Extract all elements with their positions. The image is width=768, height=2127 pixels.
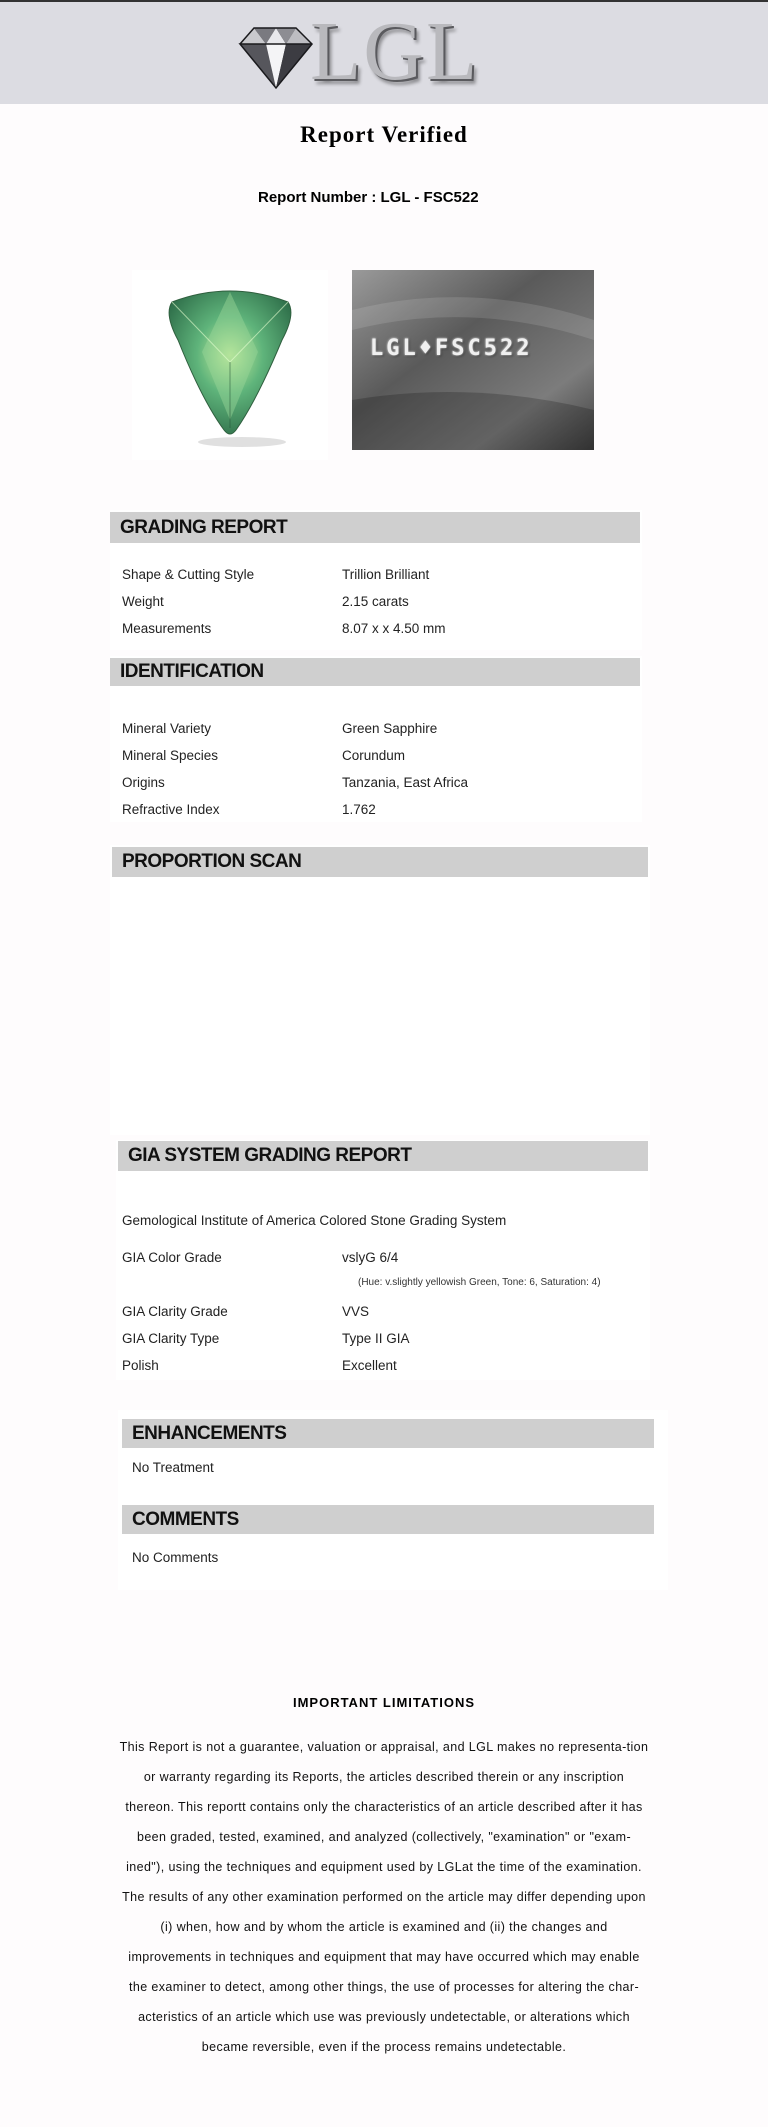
identification-label: Refractive Index	[122, 802, 220, 817]
site-header	[0, 2, 768, 104]
limitations-heading: IMPORTANT LIMITATIONS	[292, 1695, 476, 1710]
grading-value: Trillion Brilliant	[342, 567, 430, 582]
grading-label: Weight	[122, 594, 164, 609]
gia-value: Excellent	[342, 1358, 397, 1373]
gia-value: VVS	[342, 1304, 370, 1319]
enhancements-header: ENHANCEMENTS	[122, 1419, 654, 1448]
comments-header: COMMENTS	[122, 1505, 654, 1534]
gia-color-note: (Hue: v.slightly yellowish Green, Tone: 6, Saturation: 4)	[358, 1277, 601, 1288]
identification-value: Tanzania, East Africa	[342, 775, 469, 790]
gia-label: GIA Clarity Type	[122, 1331, 220, 1346]
proportion-panel	[110, 845, 650, 1135]
gia-color-label: GIA Color Grade	[122, 1250, 222, 1265]
grading-report-header: GRADING REPORT	[110, 512, 640, 543]
logo-text: LGL	[310, 5, 480, 98]
gia-subtitle: Gemological Institute of America Colored Stone Grading System	[122, 1213, 507, 1228]
diamond-icon	[232, 22, 318, 92]
identification-label: Origins	[122, 775, 165, 790]
identification-value: 1.762	[342, 802, 376, 817]
inscription-photo	[352, 270, 594, 450]
comments-text: No Comments	[132, 1550, 219, 1565]
lgl-logo[interactable]	[232, 5, 490, 98]
identification-label: Mineral Variety	[122, 721, 212, 736]
grading-value: 8.07 x x 4.50 mm	[342, 621, 446, 636]
grading-label: Measurements	[122, 621, 212, 636]
grading-value: 2.15 carats	[342, 594, 409, 609]
identification-value: Corundum	[342, 748, 406, 763]
gia-value: Type II GIA	[342, 1331, 410, 1346]
report-number: Report Number : LGL - FSC522	[258, 189, 479, 206]
grading-label: Shape & Cutting Style	[122, 567, 255, 582]
gemstone-photo	[132, 270, 328, 460]
gia-label: Polish	[122, 1358, 159, 1373]
page-title: Report Verified	[300, 122, 468, 147]
enhancements-text: No Treatment	[132, 1460, 214, 1475]
gia-color-value: vslyG 6/4	[342, 1250, 399, 1265]
inscription-text: LGL♦FSC522	[370, 336, 533, 361]
identification-header: IDENTIFICATION	[110, 658, 640, 686]
identification-value: Green Sapphire	[342, 721, 438, 736]
identification-label: Mineral Species	[122, 748, 219, 763]
proportion-scan-header: PROPORTION SCAN	[112, 847, 648, 877]
limitations-body: This Report is not a guarantee, valuation or appraisal, and LGL makes no representa-tion or warranty regarding its Reports, the articles described therein or any inscription thereon. This reportt contains only the characteristics of an article described after it has been graded, tested, examined, and analyzed (collectively, "examination" or "exam-ined"), using the techniques and equipment used by LGLat the time of the examination. The results of any other examination performed on the article may differ depending upon (i) when, how and by whom the article is examined and (ii) the changes and improvements in techniques and equipment that may have occurred which may enable the examiner to detect, among other things, the use of processes for altering the char-acteristics of an article which use was previously undetectable, or alterations which became reversible, even if the process remains undetectable.	[119, 1740, 649, 2054]
gia-label: GIA Clarity Grade	[122, 1304, 228, 1319]
gia-report-header: GIA SYSTEM GRADING REPORT	[118, 1141, 648, 1171]
